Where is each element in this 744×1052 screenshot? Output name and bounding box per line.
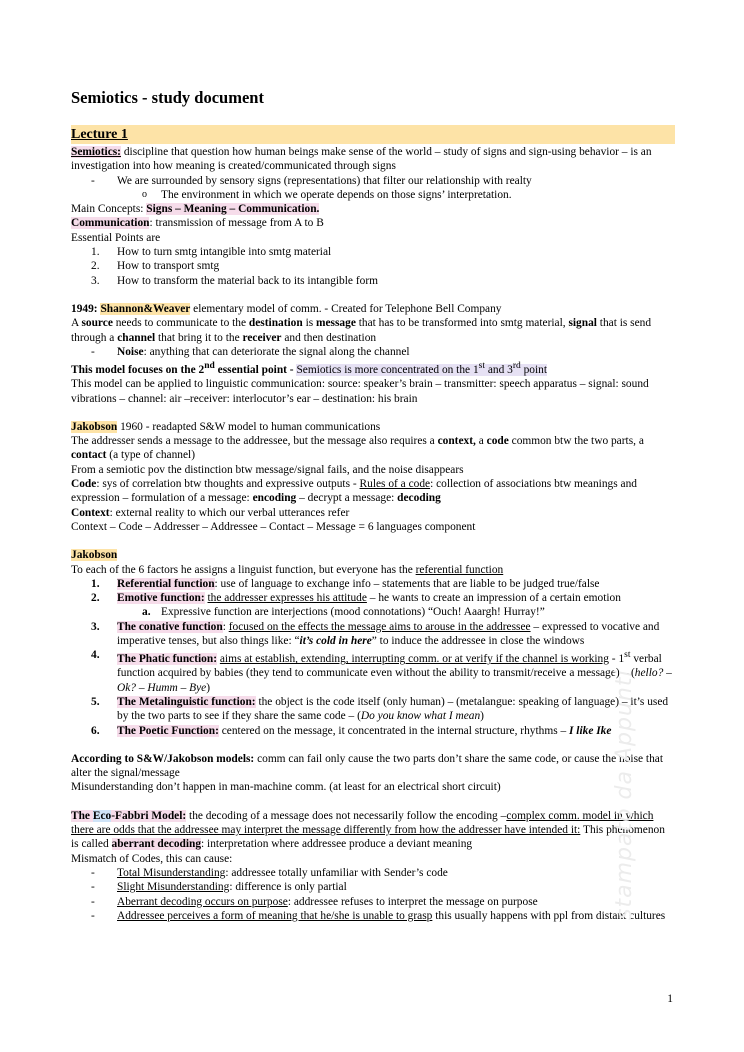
- functions-list: [71, 577, 675, 738]
- semiotics-definition: [71, 145, 675, 174]
- list-item: [71, 274, 675, 288]
- semiotics-subbullets: [71, 188, 675, 202]
- essential-points-list: [71, 245, 675, 288]
- main-concepts: [71, 202, 675, 216]
- semiotics-term: Semiotics:: [71, 146, 121, 158]
- watermark: stampato da Appunti: [612, 669, 637, 920]
- mismatch-label: Mismatch of Codes, this can cause:: [71, 852, 233, 865]
- jakobson-heading: [71, 420, 675, 434]
- emotive-sublist: [71, 605, 675, 619]
- list-item: - We are surrounded by sensory signs (representations) that filter our relationship with realty: [71, 174, 675, 188]
- function-name: The Phatic function:: [117, 653, 217, 666]
- list-item: 2. Emotive function: the addresser expresses his attitude – he wants to create an impression of a certain emotion a. Expressive function are interjections (mood connotations) “Ouch! Aaargh! Hurray!”: [71, 591, 675, 620]
- aberrant-decoding-term: aberrant decoding: [111, 838, 202, 851]
- list-item: - Total Misunderstanding: addressee totally unfamiliar with Sender’s code: [71, 866, 675, 880]
- list-item: 4. The Phatic function: aims at establish, extending, interrupting comm. or at verify if the channel is working - 1st verbal function acquired by babies (they tend to communicate even without the ability to transmit/receive a message) – (hello? – Ok? – Humm – Bye): [91, 649, 672, 694]
- page-number: 1: [667, 993, 673, 1005]
- item-text: How to transport smtg: [117, 260, 220, 273]
- rules-of-code: Rules of a code: [359, 478, 431, 491]
- function-name: The Metalinguistic function:: [117, 695, 256, 708]
- jakobson-functions-intro: To each of the 6 factors he assigns a linguist function, but everyone has the referential function: [71, 563, 504, 576]
- list-item: o The environment in which we operate depends on those signs’ interpretation.: [71, 188, 675, 202]
- main-concepts-value: Signs – Meaning – Communication.: [146, 203, 320, 216]
- list-item: [71, 245, 675, 259]
- function-name: Emotive function:: [117, 592, 205, 605]
- document-title: Semiotics - study document: [71, 88, 264, 107]
- list-item: 5. The Metalinguistic function: the object is the code itself (only human) – (metalangue: speaking of language) – it’s used by the two parts to see if they share the same code – (Do you know what I mean): [91, 695, 669, 723]
- main-concepts-label: Main Concepts:: [71, 203, 147, 216]
- item-number: 3.: [91, 274, 100, 287]
- code-definition: Code: sys of correlation btw thoughts and expressive outputs - Rules of a code: collection of associations btw meanings and expression – formulation of a message: encoding – decrypt a message: decoding: [71, 478, 637, 505]
- jakobson-rest: 1960 - readapted S&W model to human communications: [117, 420, 381, 433]
- function-name: Referential function: [117, 577, 215, 590]
- jakobson-model: The addresser sends a message to the addressee, but the message also requires a context, a code common btw the two parts, a contact (a type of channel): [71, 435, 644, 462]
- jakobson-functions-heading: Jakobson: [71, 549, 118, 562]
- communication-definition: [71, 216, 675, 230]
- components-summary: Context – Code – Addresser – Addressee – Contact – Message = 6 languages component: [71, 520, 476, 533]
- item-text: How to transform the material back to its intangible form: [117, 274, 378, 287]
- list-item: - Aberrant decoding occurs on purpose: addressee refuses to interpret the message on purpose: [71, 895, 675, 909]
- sw-message: message: [316, 317, 356, 330]
- list-item: a. Expressive function are interjections (mood connotations) “Ouch! Aaargh! Hurray!”: [142, 606, 545, 619]
- list-item: [71, 259, 675, 273]
- list-item: [71, 345, 675, 359]
- communication-text: : transmission of message from A to B: [149, 217, 324, 230]
- list-item: - Addressee perceives a form of meaning that he/she is unable to grasp this usually happens with ppl from distant cultures: [71, 909, 675, 923]
- sw-rest: elementary model of comm. - Created for Telephone Bell Company: [190, 302, 502, 315]
- list-item: 1. Referential function: use of language to exchange info – statements that are liable to be judged true/false: [91, 577, 600, 590]
- list-item: 3. The conative function: focused on the effects the message aims to arouse in the addressee – expressed to vocative and imperative tenses, but also things like: “it’s cold in here” to induce the addressee in close the windows: [91, 620, 660, 647]
- communication-term: Communication: [71, 217, 150, 230]
- sw-channel: channel: [117, 331, 156, 344]
- sw-focus-highlight: Semiotics is more concentrated on the 1st and 3rd point: [296, 361, 548, 376]
- sw-applied: This model can be applied to linguistic communication: source: speaker’s brain – transmitter: speech apparatus – signal: sound vibrations – channel: air –receiver: interlocutor’s ear – destination: his brain: [71, 378, 649, 405]
- referential-underlined: referential function: [415, 563, 504, 576]
- sw-source: source: [81, 317, 113, 330]
- essential-points-label: Essential Points are: [71, 231, 161, 244]
- eco-highlight: Eco: [92, 809, 112, 822]
- sw-bullets: [71, 345, 675, 359]
- sw-signal: signal: [568, 317, 597, 330]
- item-text: How to turn smtg intangible into smtg material: [117, 246, 332, 259]
- eco-fabbri-model: The Eco-Fabbri Model: the decoding of a message does not necessarily follow the encoding –complex comm. model in which there are odds that the addressee may interpret the message differently from how the addresser have intended it: This phenomenon is called aberrant decoding: interpretation where addressee produce a deviant meaning: [71, 809, 665, 851]
- lecture-heading: Lecture 1: [71, 125, 675, 144]
- jakobson-semiotic-pov: From a semiotic pov the distinction btw message/signal fails, and the noise disappears: [71, 463, 464, 476]
- semiotics-text: discipline that question how human beings make sense of the world – study of signs and sign-using behavior – is an investigation into how meaning is created/communicated through signs: [71, 146, 652, 173]
- man-machine-note: Misunderstanding don’t happen in man-machine comm. (at least for an electrical short circuit): [71, 781, 501, 794]
- function-name: The conative function: [117, 620, 223, 633]
- noise-text: : anything that can deteriorate the signal along the channel: [143, 345, 410, 358]
- list-item: 6. The Poetic Function: centered on the message, it concentrated in the internal structure, rhythms – I like Ike: [91, 724, 612, 737]
- sw-focus: This model focuses on the 2nd essential point - Semiotics is more concentrated on the 1st and 3rd point: [71, 361, 548, 376]
- shannon-weaver-heading: [71, 302, 675, 316]
- item-number: 2.: [91, 260, 100, 273]
- item-number: 1.: [91, 246, 100, 259]
- sw-receiver: receiver: [242, 331, 282, 344]
- sw-model-description: A source needs to communicate to the destination is message that has to be transformed into smtg material, signal that is send through a channel that bring it to the receiver and then destination: [71, 317, 652, 344]
- sw-destination: destination: [248, 317, 303, 330]
- list-item: - Slight Misunderstanding: difference is only partial: [71, 880, 675, 894]
- mismatch-causes: [71, 866, 675, 923]
- sw-jakobson-failure: According to S&W/Jakobson models: comm can fail only cause the two parts don’t share the same code, or cause the noise that alter the signal/message: [71, 752, 663, 780]
- sw-name: Shannon&Weaver: [100, 302, 191, 315]
- document-body: [71, 88, 675, 923]
- context-definition: Context: external reality to which our verbal utterances refer: [71, 506, 350, 519]
- jakobson-name: Jakobson: [71, 420, 118, 433]
- semiotics-bullets: [71, 174, 675, 188]
- function-name: The Poetic Function:: [117, 724, 219, 737]
- sw-year: 1949:: [71, 302, 101, 315]
- noise-term: Noise: [117, 345, 144, 358]
